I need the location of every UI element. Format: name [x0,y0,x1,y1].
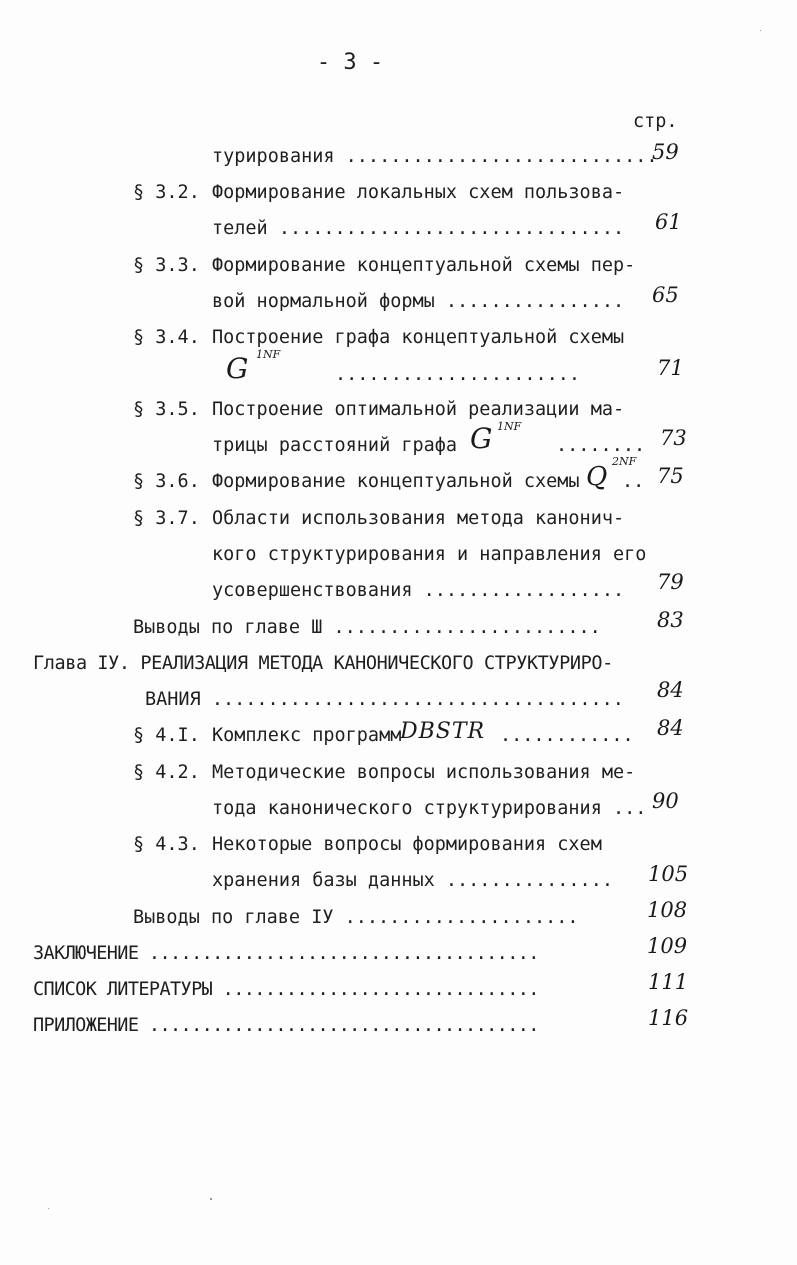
toc-dots: .. [622,471,645,492]
toc-line: Выводы по главе IУ ..................... [133,907,579,928]
section-number: § 4.3. [133,834,200,855]
graph-symbol-superscript: 1NF [497,420,522,433]
toc-line: Некоторые вопросы формирования схем [212,834,602,855]
toc-line: хранения базы данных ............... [212,870,613,891]
toc-dots: ............ [500,725,634,746]
program-name: DBSTR [400,719,486,744]
page-number: - 3 - [316,50,384,75]
toc-line: тода канонического структурирования ... [212,798,647,819]
toc-page-number: 90 [652,789,679,813]
section-number: § 4.I. [133,725,200,746]
section-number: § 3.2. [133,182,200,203]
toc-line: трицы расстояний графа [212,435,458,456]
section-number: § 3.4. [133,327,200,348]
section-number: § 3.6. [133,471,200,492]
toc-page-number: 109 [647,934,688,958]
section-number: § 3.3. [133,255,200,276]
toc-page-number: 73 [660,426,687,450]
toc-line: Комплекс программ [212,725,402,746]
toc-page-number: 83 [657,608,684,632]
scan-speck [48,1208,49,1209]
toc-line: ВАНИЯ ..................................... [145,689,624,710]
toc-page-number: 111 [648,970,689,994]
schema-symbol: Q [586,462,608,492]
toc-line: усовершенствования .................. [212,580,625,601]
graph-symbol: G [470,422,493,455]
toc-line: Области использования метода канонич- [212,508,625,529]
schema-symbol-superscript: 2NF [612,455,637,468]
toc-line: кого структурирования и направления его [212,544,647,565]
toc-line: турирования ............................ [212,146,658,167]
toc-page-number: 116 [648,1006,689,1030]
toc-page-number: 71 [657,356,684,380]
toc-page-number: 84 [657,716,684,740]
toc-line: Построение оптимальной реализации ма- [212,399,625,420]
section-number: § 3.7. [133,508,200,529]
scan-speck [760,30,761,31]
section-number: § 3.5. [133,399,200,420]
toc-page-number: 79 [657,570,684,594]
toc-page-number: 108 [647,898,688,922]
page-column-header: стр. [633,111,678,132]
toc-line: телей ............................... [212,218,625,239]
toc-line: Формирование концептуальной схемы пер- [212,255,636,276]
toc-line: ЗАКЛЮЧЕНИЕ ..................................... [33,943,539,964]
graph-symbol: G [226,352,249,385]
toc-line: Формирование локальных схем пользова- [212,182,625,203]
toc-line: Методические вопросы использования ме- [212,762,636,783]
toc-page-number: 65 [652,283,679,307]
toc-line: Формирование концептуальной схемы [212,471,580,492]
toc-line: Построение графа концептуальной схемы [212,327,625,348]
toc-line: ПРИЛОЖЕНИЕ ..................................... [33,1015,539,1036]
toc-page-number: 75 [657,464,684,488]
toc-dots: ........ [556,435,646,456]
toc-page-number: 84 [657,678,684,702]
toc-page-number: 59 [652,140,679,164]
graph-symbol-superscript: 1NF [256,348,281,361]
toc-line: СПИСОК ЛИТЕРАТУРЫ .............................. [33,979,539,1000]
scan-speck [210,1198,212,1200]
section-number: § 4.2. [133,762,200,783]
chapter-heading: Глава IУ. РЕАЛИЗАЦИЯ МЕТОДА КАНОНИЧЕСКОГО СТРУКТУРИРО- [33,653,613,674]
toc-line: Выводы по главе Ш ........................ [133,617,601,638]
toc-page-number: 105 [648,862,689,886]
toc-page-number: 61 [655,210,682,234]
toc-line: ...................... [335,364,581,385]
toc-line: вой нормальной формы ................ [212,291,625,312]
